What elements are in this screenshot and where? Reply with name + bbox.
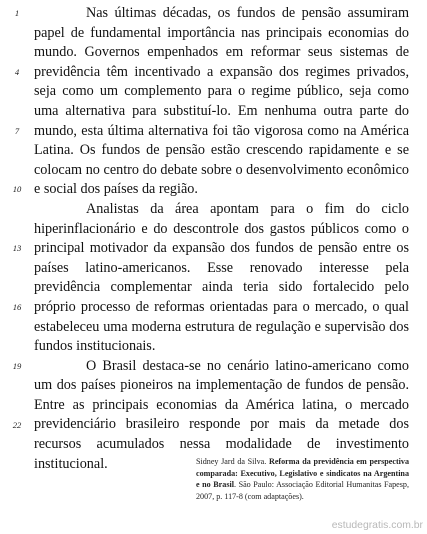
line-number: 1: [14, 8, 20, 18]
line-number: 10: [12, 184, 22, 195]
paragraph-3: O Brasil destaca-se no cenário latino-americano como um dos países pioneiros na implementação de fundos de pensão. Entre as principais economias da América latina, o mercado previdenciário brasileiro responde por mais da metade dos recursos acumulados nessa modalidade de investimento institucional.: [34, 357, 409, 472]
paragraph-2: Analistas da área apontam para o fim do ciclo hiperinflacionário e do descontrole dos gastos públicos como o principal motivador da expansão dos fundos de pensão entre os países latino-americanos. Esse renovado interesse pela previdência complementar ainda teria sido fortalecido pelo próprio processo de reformas orientadas para o mercado, o qual estabeleceu uma moderna estrutura de regulação e supervisão dos fundos institucionais.: [34, 200, 409, 355]
line-number: 22: [12, 419, 22, 430]
source-author: Sidney Jard da Silva.: [196, 457, 267, 466]
watermark: estudegratis.com.br: [331, 520, 423, 531]
line-number: 19: [12, 360, 22, 371]
passage: [12, 4, 409, 474]
line-number: 16: [12, 302, 22, 312]
source-title: Reforma da previdência em perspectiva comparada: Executivo, Legislativo e sindicatos na Argentina e no Brasil: [196, 457, 410, 490]
paragraph-1: Nas últimas décadas, os fundos de pensão assumiram papel de fundamental importância nas principais economias do mundo. Governos empenhados em reformar seus sistemas de previdência têm incentivado a expansão dos regimes privados, seja como um complemento para o regime público, seja como uma alternativa para substituí-lo. Em nenhuma outra parte do mundo, esta última alternativa foi tão vigorosa como na América Latina. Os fundos de pensão estão crescendo rapidamente e se colocam no centro do debate sobre o desenvolvimento econômico e social dos países da região.: [34, 5, 409, 198]
line-number: 13: [12, 243, 22, 254]
source-publisher: . São Paulo: Associação Editorial Humanitas Fapesp, 2007, p. 117-8 (com adaptações).: [196, 480, 409, 501]
line-number: 4: [14, 66, 20, 77]
line-number: 7: [14, 125, 20, 136]
passage-body: [34, 4, 409, 474]
source-citation: [196, 456, 409, 502]
